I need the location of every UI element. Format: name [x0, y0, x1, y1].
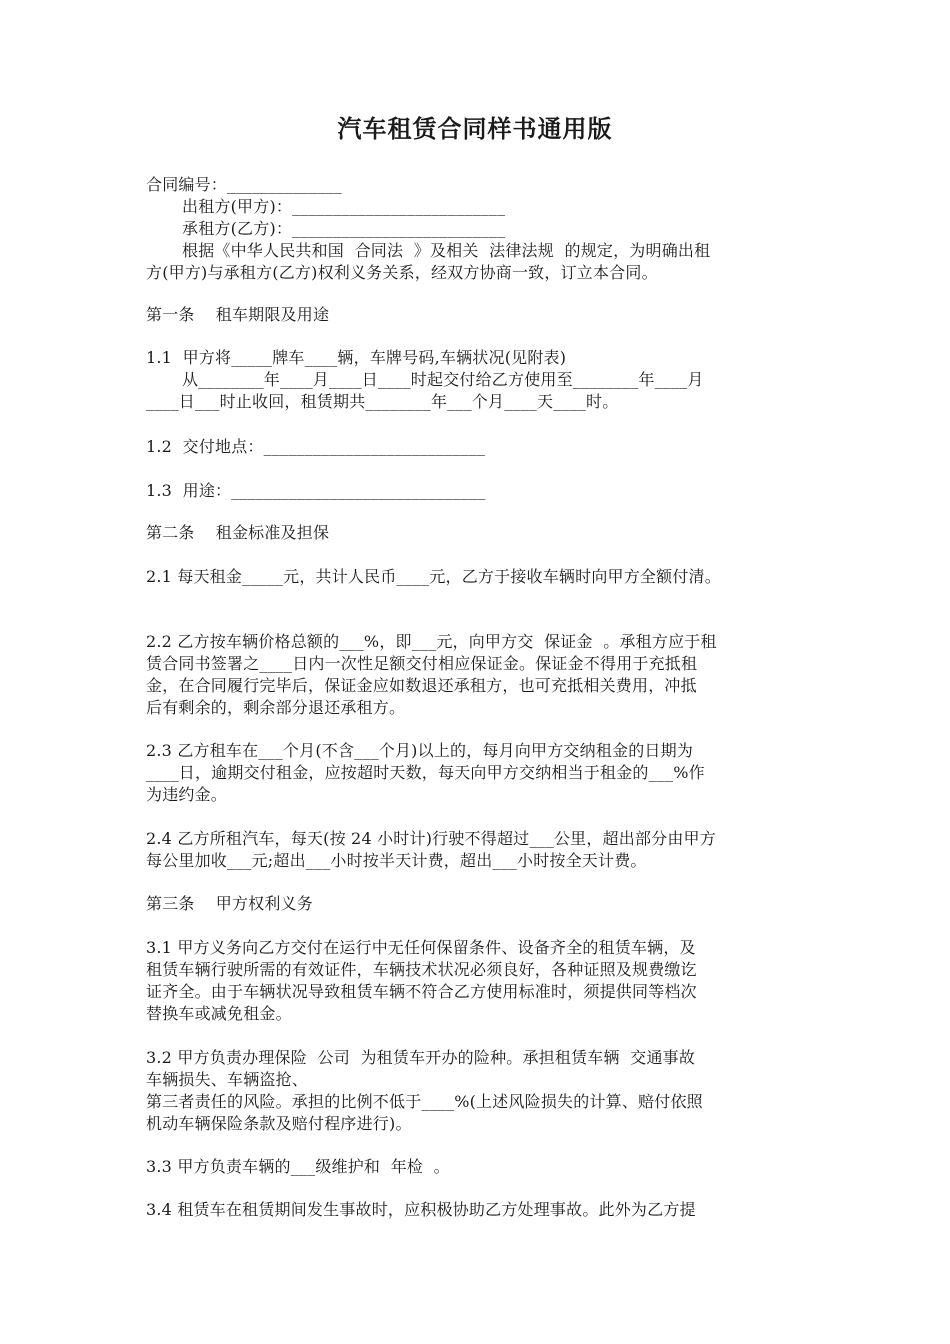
lessor-line: 出租方(甲方)：__________________________ — [182, 197, 506, 216]
clause-2-2-line: 后有剩余的，剩余部分退还承租方。 — [146, 698, 406, 717]
clause-1-1-line: 从________年____月____日____时起交付给乙方使用至________年____月 — [182, 370, 704, 389]
document-title: 汽车租赁合同样书通用版 — [337, 114, 613, 143]
intro-paragraph-line: 方(甲方)与承租方(乙方)权利义务关系，经双方协商一致，订立本合同。 — [146, 263, 658, 282]
intro-paragraph-line: 根据《中华人民共和国 合同法 》及相关 法律法规 的规定，为明确出租 — [182, 241, 711, 260]
clause-3-2-line: 机动车辆保险条款及赔付程序进行)。 — [146, 1114, 412, 1133]
article-1-heading: 第一条 租车期限及用途 — [146, 305, 330, 324]
article-3-heading: 第三条 甲方权利义务 — [146, 894, 313, 913]
clause-1-2: 1.2 交付地点：___________________________ — [146, 437, 486, 456]
clause-3-2-line: 车辆损失、车辆盗抢、 — [146, 1070, 309, 1089]
clause-3-2-line: 第三者责任的风险。承担的比例不低于____%(上述风险损失的计算、赔付依照 — [146, 1092, 703, 1111]
lessee-line: 承租方(乙方)：__________________________ — [182, 219, 506, 238]
clause-3-4: 3.4 租赁车在租赁期间发生事故时，应积极协助乙方处理事故。此外为乙方提 — [146, 1200, 696, 1219]
clause-2-1: 2.1 每天租金_____元，共计人民币____元，乙方于接收车辆时向甲方全额付清。 — [146, 567, 721, 586]
clause-1-1-line: ____日___时止收回，租赁期共________年___个月____天____时。 — [146, 392, 619, 411]
clause-3-1-line: 3.1 甲方义务向乙方交付在运行中无任何保留条件、设备齐全的租赁车辆，及 — [146, 938, 696, 957]
clause-3-1-line: 替换车或减免租金。 — [146, 1004, 292, 1023]
clause-2-2-line: 2.2 乙方按车辆价格总额的___%，即___元，向甲方交 保证金 。承租方应于租 — [146, 632, 717, 651]
clause-3-3: 3.3 甲方负责车辆的___级维护和 年检 。 — [146, 1157, 450, 1176]
clause-3-1-line: 证齐全。由于车辆状况导致租赁车辆不符合乙方使用标准时，须提供同等档次 — [146, 982, 697, 1001]
clause-1-3: 1.3 用途：_______________________________ — [146, 481, 486, 500]
clause-2-4-line: 每公里加收___元;超出___小时按半天计费，超出___小时按全天计费。 — [146, 851, 647, 870]
clause-2-3-line: 2.3 乙方租车在___个月(不含___个月)以上的，每月向甲方交纳租金的日期为 — [146, 741, 694, 760]
clause-2-4-line: 2.4 乙方所租汽车，每天(按 24 小时计)行驶不得超过___公里，超出部分由甲方 — [146, 829, 716, 848]
clause-2-3-line: 为违约金。 — [146, 785, 228, 804]
clause-2-2-line: 金，在合同履行完毕后，保证金应如数退还承租方，也可充抵相关费用，冲抵 — [146, 676, 697, 695]
clause-3-1-line: 租赁车辆行驶所需的有效证件，车辆技术状况必须良好，各种证照及规费缴讫 — [146, 960, 697, 979]
clause-1-1-line: 1.1 甲方将_____牌车____辆，车牌号码,车辆状况(见附表) — [146, 348, 567, 367]
clause-2-3-line: ____日，逾期交付租金，应按超时天数，每天向甲方交纳相当于租金的___%作 — [146, 763, 705, 782]
contract-number-line: 合同编号：______________ — [146, 175, 342, 194]
article-2-heading: 第二条 租金标准及担保 — [146, 523, 330, 542]
clause-3-2-line: 3.2 甲方负责办理保险 公司 为租赁车开办的险种。承担租赁车辆 交通事故 — [146, 1048, 696, 1067]
clause-2-2-line: 赁合同书签署之____日内一次性足额交付相应保证金。保证金不得用于充抵租 — [146, 654, 698, 673]
